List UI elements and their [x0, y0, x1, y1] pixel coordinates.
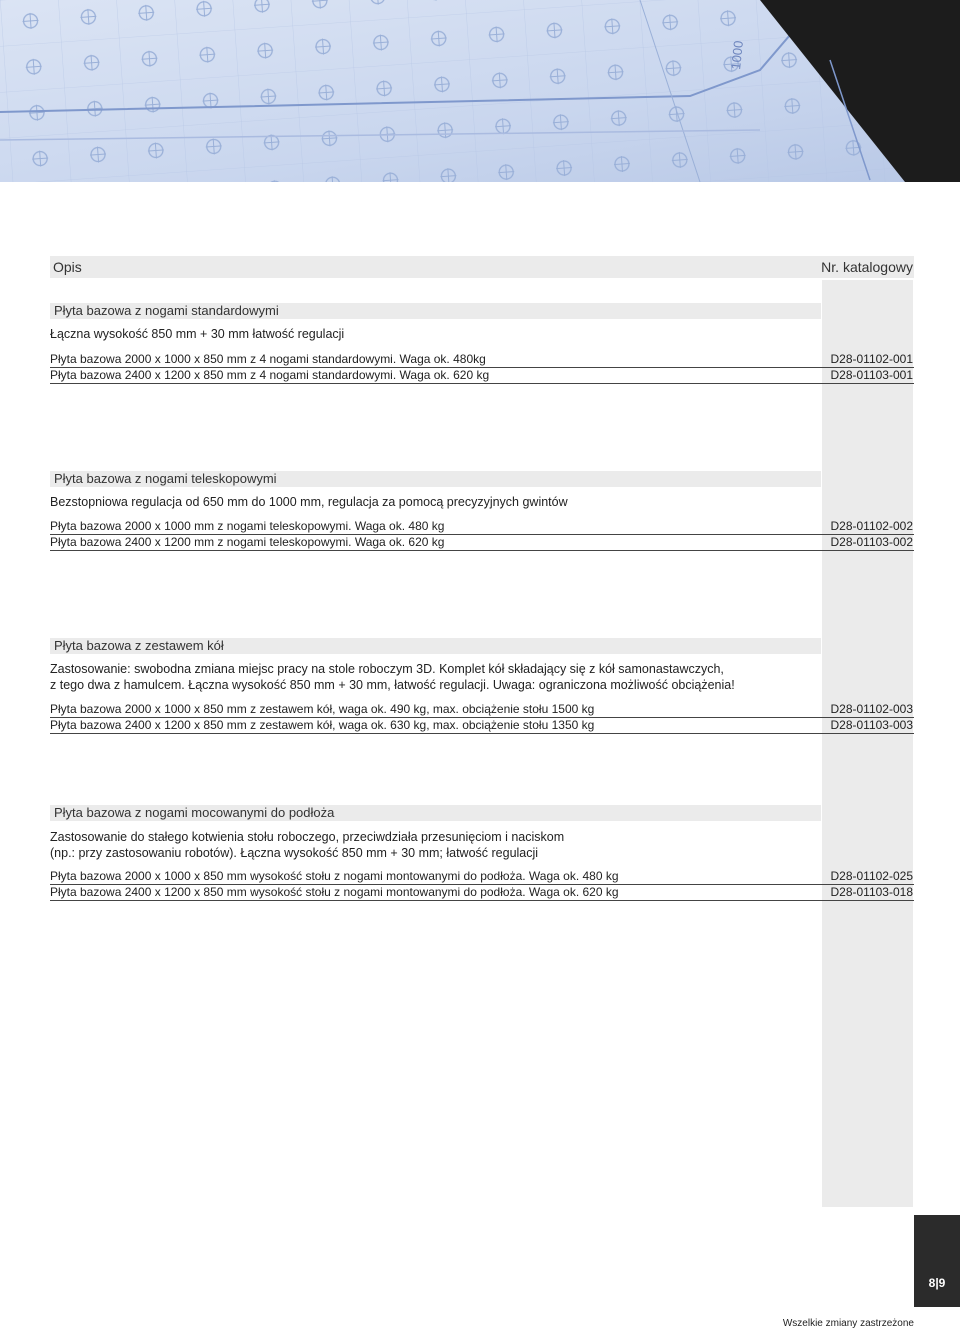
catalog-number: D28-01103-018 — [830, 885, 913, 899]
catalog-number: D28-01102-025 — [830, 869, 913, 883]
product-name: Płyta bazowa 2400 x 1200 mm z nogami teleskopowymi. Waga ok. 620 kg — [50, 535, 445, 549]
catalog-number: D28-01103-001 — [830, 368, 913, 382]
product-name: Płyta bazowa 2400 x 1200 x 850 mm wysokość stołu z nogami montowanymi do podłoża. Waga ok. 620 kg — [50, 885, 619, 899]
product-name: Płyta bazowa 2000 x 1000 x 850 mm wysokość stołu z nogami montowanymi do podłoża. Waga ok. 480 kg — [50, 869, 619, 883]
catalog-number: D28-01102-001 — [830, 352, 913, 366]
product-name: Płyta bazowa 2000 x 1000 mm z nogami teleskopowymi. Waga ok. 480 kg — [50, 519, 445, 533]
table-header — [50, 256, 914, 278]
base-plate-photo — [0, 0, 960, 182]
product-name: Płyta bazowa 2400 x 1200 x 850 mm z zestawem kół, waga ok. 630 kg, max. obciążenie stołu 1350 kg — [50, 718, 595, 732]
product-row — [50, 519, 914, 535]
catalog-number: D28-01102-003 — [830, 702, 913, 716]
section-description: Bezstopniowa regulacja od 650 mm do 1000 mm, regulacja za pomocą precyzyjnych gwintów — [50, 495, 568, 509]
catalog-number: D28-01102-002 — [830, 519, 913, 533]
section-description: Łączna wysokość 850 mm + 30 mm łatwość regulacji — [50, 327, 345, 341]
product-row — [50, 718, 914, 734]
catalog-column-band — [822, 280, 913, 1207]
description-column-header: Opis — [53, 259, 82, 275]
product-row — [50, 535, 914, 551]
drawing-dimension-label: 1000 — [728, 39, 747, 71]
page-tab — [914, 1215, 960, 1307]
product-name: Płyta bazowa 2000 x 1000 x 850 mm z 4 nogami standardowymi. Waga ok. 480kg — [50, 352, 486, 366]
section-title: Płyta bazowa z nogami standardowymi — [50, 303, 821, 319]
section-description: Zastosowanie do stałego kotwienia stołu roboczego, przeciwdziała przesunięciom i naciskom — [50, 830, 565, 844]
footer-note: Wszelkie zmiany zastrzeżone — [782, 1318, 914, 1329]
product-name: Płyta bazowa 2000 x 1000 x 850 mm z zestawem kół, waga ok. 490 kg, max. obciążenie stołu 1500 kg — [50, 702, 595, 716]
section-description: z tego dwa z hamulcem. Łączna wysokość 850 mm + 30 mm, łatwość regulacji. Uwaga: ograniczona możliwość obciążenia! — [50, 678, 735, 692]
product-row — [50, 702, 914, 718]
product-row — [50, 885, 914, 901]
catalog-number: D28-01103-002 — [830, 535, 913, 549]
section-description: (np.: przy zastosowaniu robotów). Łączna wysokość 850 mm + 30 mm; łatwość regulacji — [50, 846, 539, 860]
product-name: Płyta bazowa 2400 x 1200 x 850 mm z 4 nogami standardowymi. Waga ok. 620 kg — [50, 368, 490, 382]
section-title: Płyta bazowa z nogami teleskopowymi — [50, 471, 821, 487]
section-description: Zastosowanie: swobodna zmiana miejsc pracy na stole roboczym 3D. Komplet kół składający się z kół samonastawczych, — [50, 662, 724, 676]
section-title: Płyta bazowa z nogami mocowanymi do podłoża — [50, 805, 821, 821]
catalog-number: D28-01103-003 — [830, 718, 913, 732]
product-row — [50, 368, 914, 384]
hero-image — [0, 0, 960, 182]
product-row — [50, 352, 914, 368]
catalog-column-header: Nr. katalogowy — [821, 259, 913, 275]
section-title: Płyta bazowa z zestawem kół — [50, 638, 821, 654]
page-number: 8|9 — [928, 1276, 946, 1290]
product-row — [50, 869, 914, 885]
